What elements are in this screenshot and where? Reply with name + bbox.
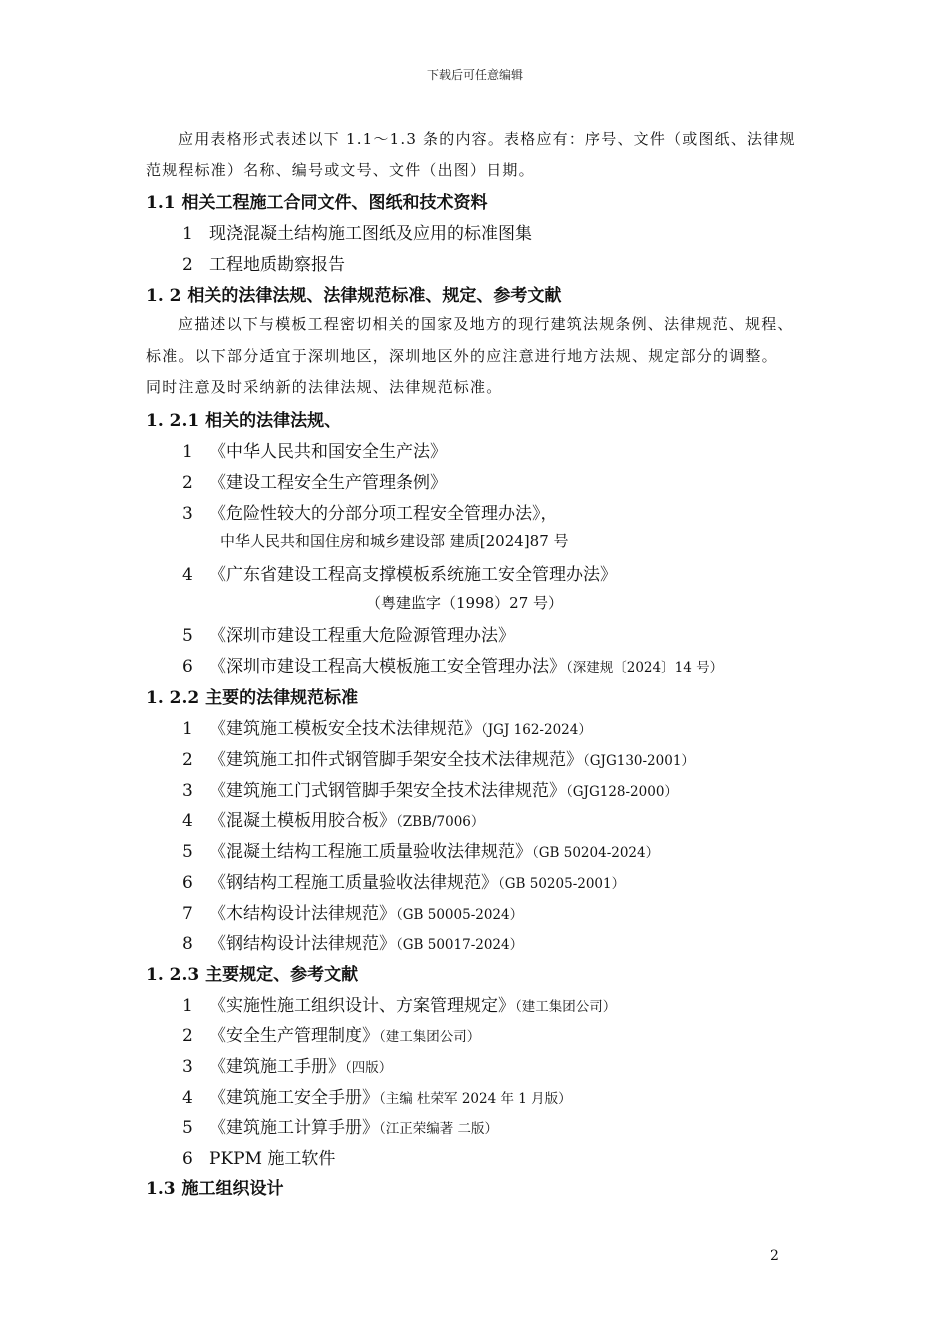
- item-text: 《建筑施工手册》: [209, 1057, 345, 1077]
- intro-line-1: 应用表格形式表述以下 1.1～1.3 条的内容。表格应有：序号、文件（或图纸、法律规: [178, 130, 796, 148]
- item-text: PKPM 施工软件: [209, 1149, 336, 1169]
- list-item: [182, 1144, 335, 1169]
- item-number: 3: [182, 1057, 193, 1077]
- item-reference: （GB 50005-2024）: [396, 907, 524, 923]
- list-item: [182, 621, 515, 646]
- list-item: [182, 1083, 572, 1108]
- item-number: 6: [182, 873, 193, 893]
- item-reference: （JGJ 162-2024）: [481, 722, 592, 738]
- list-item: [182, 899, 523, 924]
- item-reference: （GJG128-2000）: [566, 784, 678, 800]
- list-item: [182, 1113, 498, 1138]
- item-reference: （GB 50204-2024）: [532, 845, 660, 861]
- list-item: [182, 1021, 480, 1046]
- list-item: [182, 250, 345, 275]
- list-item: [182, 468, 447, 493]
- item-number: 2: [182, 1026, 193, 1046]
- item-number: 4: [182, 565, 193, 585]
- item-text: 《建筑施工安全手册》: [209, 1088, 379, 1108]
- item-text: 《混凝土模板用胶合板》: [209, 811, 396, 831]
- item-number: 4: [182, 811, 193, 831]
- item-text: 《建设工程安全生产管理条例》: [209, 473, 447, 493]
- item-4-subline: （粤建监字（1998）27 号）: [366, 594, 564, 612]
- item-number: 5: [182, 626, 193, 646]
- section-1-2-2-title: 1. 2.2 主要的法律规范标准: [146, 688, 359, 708]
- item-reference: （GB 50017-2024）: [396, 937, 524, 953]
- list-item: [182, 745, 695, 770]
- item-number: 7: [182, 904, 193, 924]
- list-item: [182, 652, 723, 677]
- list-item: [182, 714, 592, 739]
- section-1-1-title: 1.1 相关工程施工合同文件、图纸和技术资料: [146, 193, 488, 213]
- list-item: [182, 806, 484, 831]
- item-text: 现浇混凝土结构施工图纸及应用的标准图集: [209, 224, 532, 244]
- item-text: 《危险性较大的分部分项工程安全管理办法》，: [209, 504, 558, 524]
- page-header: 下载后可任意编辑: [426, 68, 523, 82]
- section-1-2-desc-line-2: 标准。以下部分适宜于深圳地区，深圳地区外的应注意进行地方法规、规定部分的调整。: [146, 347, 778, 365]
- item-text: 《建筑施工计算手册》: [209, 1118, 379, 1138]
- section-1-2-title: 1. 2 相关的法律法规、法律规范标准、规定、参考文献: [146, 286, 562, 306]
- item-number: 1: [182, 442, 193, 462]
- intro-line-2: 范规程标准）名称、编号或文号、文件（出图）日期。: [146, 161, 535, 179]
- item-number: 1: [182, 224, 193, 244]
- item-text: 《安全生产管理制度》: [209, 1026, 379, 1046]
- item-number: 8: [182, 934, 193, 954]
- item-text: 《钢结构工程施工质量验收法律规范》: [209, 873, 498, 893]
- section-1-2-1-title: 1. 2.1 相关的法律法规、: [146, 411, 342, 431]
- section-1-3-title: 1.3 施工组织设计: [146, 1179, 284, 1199]
- list-item: [182, 499, 558, 524]
- item-text: 《广东省建设工程高支撑模板系统施工安全管理办法》: [209, 565, 617, 585]
- item-reference: （主编 杜荣军 2024 年 1 月版）: [379, 1091, 572, 1107]
- item-text: 《建筑施工门式钢管脚手架安全技术法律规范》: [209, 781, 566, 801]
- list-item: [182, 776, 678, 801]
- item-text: 《混凝土结构工程施工质量验收法律规范》: [209, 842, 532, 862]
- item-number: 4: [182, 1088, 193, 1108]
- item-number: 2: [182, 750, 193, 770]
- item-reference: （建工集团公司）: [515, 999, 617, 1015]
- item-text: 《钢结构设计法律规范》: [209, 934, 396, 954]
- item-reference: （GB 50205-2001）: [498, 876, 626, 892]
- item-text: 《建筑施工扣件式钢管脚手架安全技术法律规范》: [209, 750, 583, 770]
- section-1-2-desc-line-1: 应描述以下与模板工程密切相关的国家及地方的现行建筑法规条例、法律规范、规程、: [178, 315, 794, 333]
- item-3-subline: 中华人民共和国住房和城乡建设部 建质[2024]87 号: [220, 532, 569, 550]
- section-1-2-3-title: 1. 2.3 主要规定、参考文献: [146, 965, 359, 985]
- item-reference: （江正荣编著 二版）: [379, 1121, 499, 1137]
- item-number: 3: [182, 504, 193, 524]
- list-item: [182, 837, 659, 862]
- item-number: 1: [182, 996, 193, 1016]
- item-text: 《实施性施工组织设计、方案管理规定》: [209, 996, 515, 1016]
- item-reference: （建工集团公司）: [379, 1029, 481, 1045]
- list-item: [182, 991, 616, 1016]
- item-number: 6: [182, 1149, 193, 1169]
- item-text: 工程地质勘察报告: [209, 255, 345, 275]
- list-item: [182, 1052, 392, 1077]
- item-number: 3: [182, 781, 193, 801]
- item-text: 《深圳市建设工程重大危险源管理办法》: [209, 626, 515, 646]
- item-text: 《木结构设计法律规范》: [209, 904, 396, 924]
- item-reference: （深建规〔2024〕14 号）: [566, 660, 724, 676]
- page-number: 2: [770, 1248, 779, 1264]
- list-item: [182, 868, 625, 893]
- item-text: 《中华人民共和国安全生产法》: [209, 442, 447, 462]
- item-number: 5: [182, 842, 193, 862]
- list-item: [182, 560, 617, 585]
- item-reference: （四版）: [345, 1060, 393, 1076]
- item-number: 6: [182, 657, 193, 677]
- item-number: 2: [182, 255, 193, 275]
- section-1-2-desc-line-3: 同时注意及时采纳新的法律法规、法律规范标准。: [146, 378, 503, 396]
- item-reference: （ZBB/7006）: [396, 814, 485, 830]
- list-item: [182, 929, 523, 954]
- item-text: 《深圳市建设工程高大模板施工安全管理办法》: [209, 657, 566, 677]
- item-number: 5: [182, 1118, 193, 1138]
- list-item: [182, 437, 447, 462]
- item-text: 《建筑施工模板安全技术法律规范》: [209, 719, 481, 739]
- list-item: [182, 219, 532, 244]
- item-reference: （GJG130-2001）: [583, 753, 695, 769]
- item-number: 1: [182, 719, 193, 739]
- item-number: 2: [182, 473, 193, 493]
